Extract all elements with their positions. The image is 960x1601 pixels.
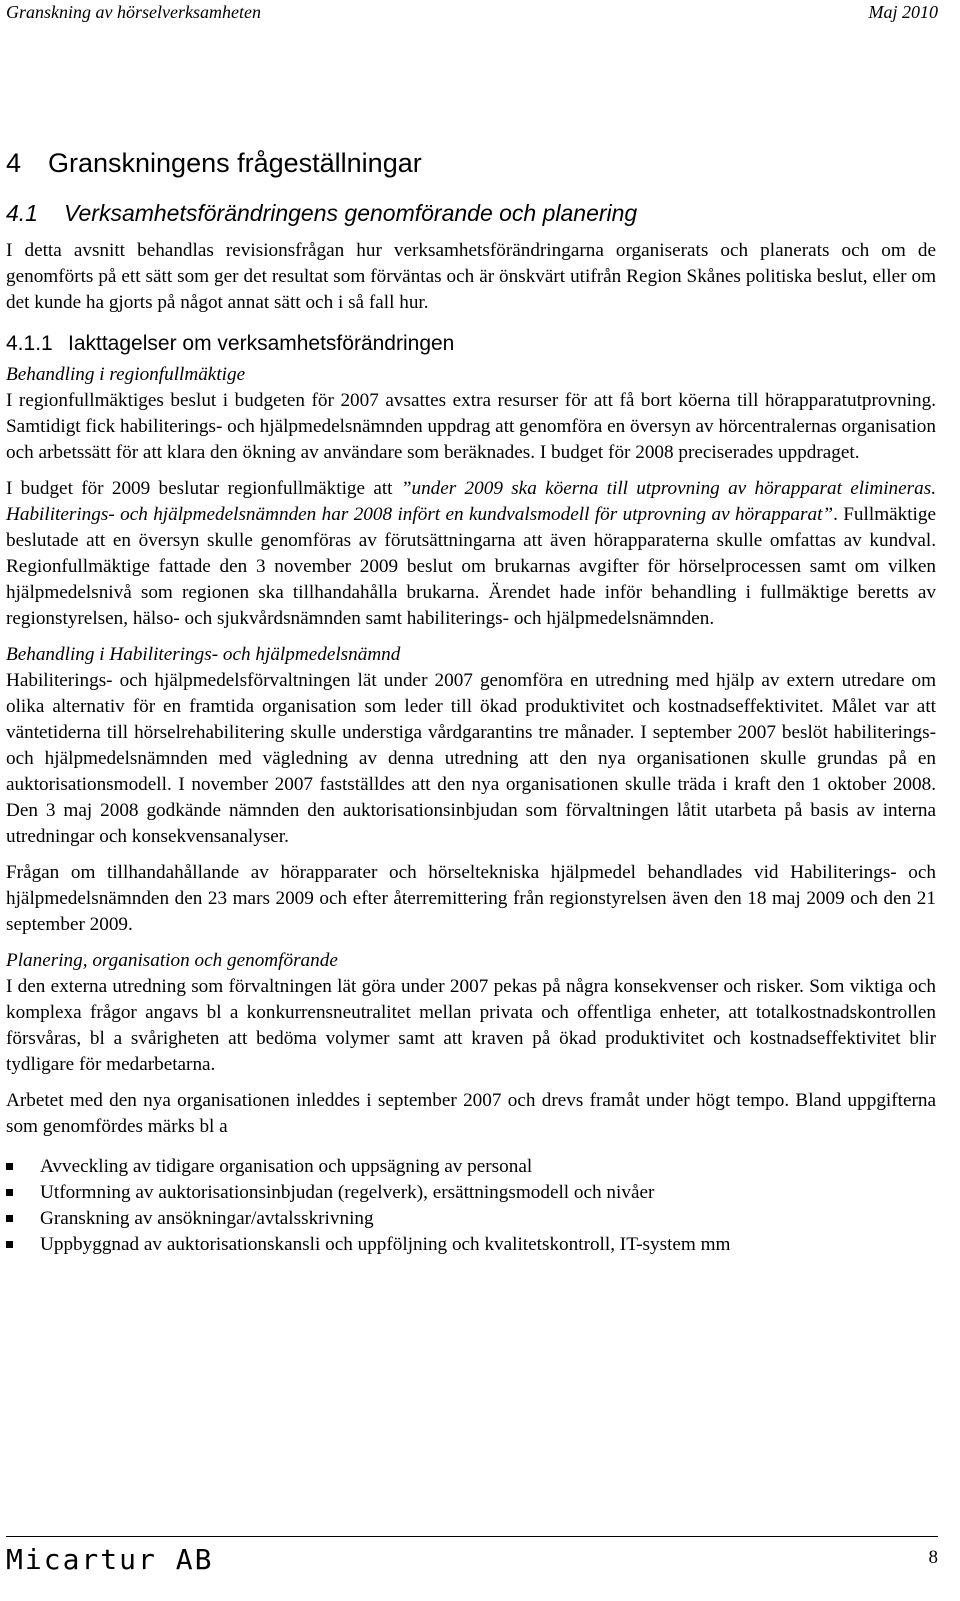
paragraph: I den externa utredning som förvaltningen lät göra under 2007 pekas på några konsekvenser och risker. Som viktiga och komplexa frågor angavs bl a konkurrensneutralitet mellan privata och offentliga enheter, att totalkostnadskontrollen försvåras, bl a svårigheten att bedöma volymer samt att kraven på ökad produktivitet och kostnadseffektivitet blir tydligare för medarbetarna. — [6, 976, 936, 1075]
subsubsection-number: 4.1.1 — [6, 332, 53, 355]
document-body — [6, 138, 936, 1258]
list-item — [6, 1180, 936, 1206]
quoted-text: ”under 2009 ska köerna till utprovning av hörapparat elimineras. Habiliterings- och hjälpmedelsnämnden har 2008 infört en kundvalsmodell för utprovning av hörapparat” — [6, 478, 936, 525]
paragraph: Frågan om tillhandahållande av hörapparater och hörseltekniska hjälpmedel behandlades vid Habiliterings- och hjälpmedelsnämnden den 23 mars 2009 och efter återremittering från regionstyrelsen även den 18 maj 2009 och den 21 september 2009. — [6, 862, 936, 935]
subsection-title: Verksamhetsförändringens genomförande och planering — [64, 200, 638, 226]
list-item-text: Granskning av ansökningar/avtalsskrivning — [40, 1208, 374, 1229]
square-bullet-icon — [6, 1163, 13, 1170]
subsubsection-heading — [6, 330, 936, 358]
paragraph-text: . Fullmäktige beslutade att en översyn skulle genomföras av förutsättningarna att även hörapparaterna skulle omfattas av kundval. Regionfullmäktige fattade den 3 november 2009 beslut om brukarnas avgifter för hörselprocessen samt om vilken hjälpmedelsnivå som regionen ska tillhandahålla brukarna. Ärendet hade inför behandling i fullmäktige beretts av regionstyrelsen, hälso- och sjukvårdsnämnden samt habiliterings- och hjälpmedelsnämnden. — [6, 504, 936, 629]
header-date: Maj 2010 — [868, 2, 938, 22]
list-item — [6, 1206, 936, 1232]
list-item-text: Avveckling av tidigare organisation och uppsägning av personal — [40, 1156, 533, 1177]
list-item — [6, 1232, 936, 1258]
list-item-text: Uppbyggnad av auktorisationskansli och uppföljning och kvalitetskontroll, IT-system mm — [40, 1234, 731, 1255]
intro-paragraph: I detta avsnitt behandlas revisionsfrågan hur verksamhetsförändringarna organiserats och planerats och om de genomförts på ett sätt som ger det resultat som förväntas och är önskvärt utifrån Region Skånes politiska beslut, eller om det kunde ha gjorts på något annat sätt och i så fall hur. — [6, 240, 936, 313]
square-bullet-icon — [6, 1189, 13, 1196]
paragraph-text: I budget för 2009 beslutar regionfullmäktige att — [6, 478, 401, 499]
block-heading-regionfullmaktige: Behandling i regionfullmäktige — [6, 364, 246, 385]
subsection-heading — [6, 188, 936, 238]
list-item — [6, 1154, 936, 1180]
list-item-text: Utformning av auktorisationsinbjudan (regelverk), ersättningsmodell och nivåer — [40, 1182, 655, 1203]
company-name: Micartur AB — [6, 1543, 214, 1576]
paragraph: Arbetet med den nya organisationen inleddes i september 2007 och drevs framåt under högt tempo. Bland uppgifterna som genomfördes märks bl a — [6, 1090, 936, 1137]
page-footer — [6, 1536, 938, 1583]
section-title: Granskningens frågeställningar — [48, 148, 422, 178]
square-bullet-icon — [6, 1215, 13, 1222]
subsubsection-title: Iakttagelser om verksamhetsförändringen — [68, 332, 455, 355]
section-number: 4 — [6, 148, 22, 178]
subsection-number: 4.1 — [6, 200, 38, 226]
page-number: 8 — [928, 1547, 938, 1568]
bullet-list — [6, 1154, 936, 1258]
page-header — [6, 0, 938, 40]
paragraph-with-quote — [6, 476, 936, 632]
paragraph: Habiliterings- och hjälpmedelsförvaltningen lät under 2007 genomföra en utredning med hjälp av extern utredare om olika alternativ för en framtida organisation som leder till ökad produktivitet och kostnadseffektivitet. Målet var att väntetiderna till hörselrehabilitering skulle understiga vårdgarantins tre månader. I september 2007 beslöt habiliterings- och hjälpmedelsnämnden med vägledning av denna utredning att den nya organisationen skulle grundas på en auktorisationsmodell. I november 2007 fastställdes att den nya organisationen skulle träda i kraft den 1 oktober 2008. Den 3 maj 2008 godkände nämnden den auktorisationsinbjudan som förvaltningen låtit utarbeta på basis av interna utredningar och konsekvensanalyser. — [6, 670, 936, 847]
block-heading-nämnd: Behandling i Habiliterings- och hjälpmedelsnämnd — [6, 644, 401, 665]
header-document-title: Granskning av hörselverksamheten — [6, 2, 261, 22]
paragraph: I regionfullmäktiges beslut i budgeten för 2007 avsattes extra resurser för att få bort köerna till hörapparatutprovning. Samtidigt fick habiliterings- och hjälpmedelsnämnden uppdrag att genomföra en översyn av hörcentralernas organisation och arbetssätt för att klara den ökning av användare som beräknades. I budget för 2008 preciserades uppdraget. — [6, 390, 936, 463]
section-heading — [6, 138, 936, 188]
block-heading-planering: Planering, organisation och genomförande — [6, 950, 338, 971]
square-bullet-icon — [6, 1241, 13, 1248]
